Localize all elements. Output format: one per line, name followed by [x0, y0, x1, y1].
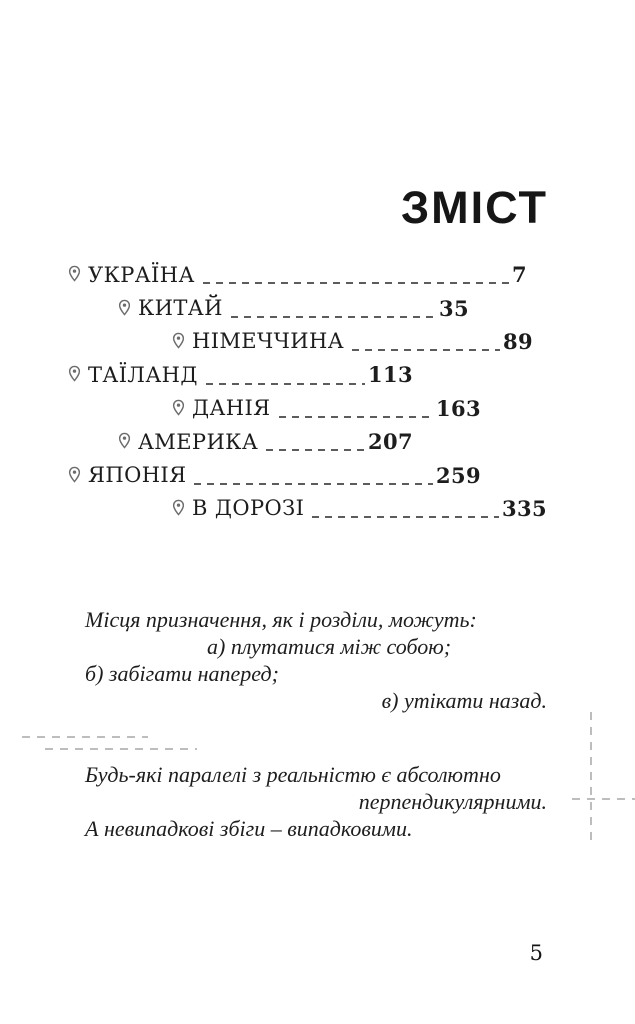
- table-of-contents: [68, 258, 547, 525]
- toc-entry-label: В ДОРОЗІ: [192, 496, 305, 521]
- toc-leader-dashes: [206, 383, 365, 385]
- epigraph-line: а) плутатися між собою;: [207, 634, 452, 659]
- decor-dash-line-cross: [572, 798, 635, 800]
- toc-leader-dashes: [266, 449, 365, 451]
- toc-entry-label: ДАНІЯ: [192, 396, 271, 421]
- page-number: 5: [529, 941, 543, 965]
- toc-entry[interactable]: [68, 358, 413, 391]
- map-pin-icon: [68, 365, 81, 382]
- map-pin-icon: [172, 332, 185, 349]
- toc-leader-dashes: [279, 416, 433, 418]
- epigraph-line: б) забігати наперед;: [85, 661, 279, 686]
- toc-entry-label: ЯПОНІЯ: [88, 463, 187, 488]
- toc-entry-page: 7: [511, 262, 527, 288]
- epigraph-line: Будь-які паралелі з реальністю є абсолютно: [85, 762, 501, 787]
- map-pin-icon: [68, 265, 81, 282]
- toc-entry-page: 163: [435, 395, 481, 421]
- toc-entry-label: КИТАЙ: [138, 296, 223, 321]
- epigraph-line: перпендикулярними.: [358, 789, 547, 814]
- map-pin-icon: [172, 399, 185, 416]
- epigraph-line: в) утікати назад.: [381, 688, 547, 713]
- toc-entry[interactable]: [172, 492, 547, 525]
- toc-leader-dashes: [194, 483, 432, 485]
- toc-entry-label: НІМЕЧЧИНА: [192, 329, 345, 354]
- epigraph-line: Місця призначення, як і розділи, можуть:: [85, 607, 477, 632]
- toc-leader-dashes: [203, 282, 509, 284]
- toc-entry-page: 335: [501, 495, 547, 521]
- toc-entry-page: 35: [438, 295, 469, 321]
- decor-dash-line-vertical: [590, 712, 592, 840]
- map-pin-icon: [118, 299, 131, 316]
- map-pin-icon: [68, 466, 81, 483]
- toc-entry[interactable]: [68, 258, 527, 291]
- toc-entry-label: ТАЇЛАНД: [88, 362, 198, 387]
- page-title: ЗМІСТ: [400, 182, 548, 234]
- toc-entry-page: 259: [435, 462, 481, 488]
- decor-dash-line-top: [22, 736, 148, 738]
- toc-leader-dashes: [231, 316, 436, 318]
- toc-entry-page: 207: [367, 429, 413, 455]
- toc-leader-dashes: [312, 516, 499, 518]
- map-pin-icon: [118, 432, 131, 449]
- toc-entry-label: УКРАЇНА: [88, 262, 195, 287]
- toc-entry[interactable]: [118, 291, 469, 324]
- toc-entry[interactable]: [172, 325, 533, 358]
- toc-entry-page: 89: [502, 328, 533, 354]
- toc-entry[interactable]: [172, 392, 481, 425]
- map-pin-icon: [172, 499, 185, 516]
- toc-entry-page: 113: [367, 362, 413, 388]
- epigraph-parallels: [85, 761, 547, 842]
- toc-entry-label: АМЕРИКА: [138, 429, 259, 454]
- epigraph-destinations: [85, 606, 547, 714]
- toc-leader-dashes: [352, 349, 500, 351]
- toc-entry[interactable]: [118, 425, 413, 458]
- toc-entry[interactable]: [68, 458, 481, 491]
- epigraph-line: А невипадкові збіги – випадковими.: [85, 816, 413, 841]
- decor-dash-line-bottom: [45, 748, 197, 750]
